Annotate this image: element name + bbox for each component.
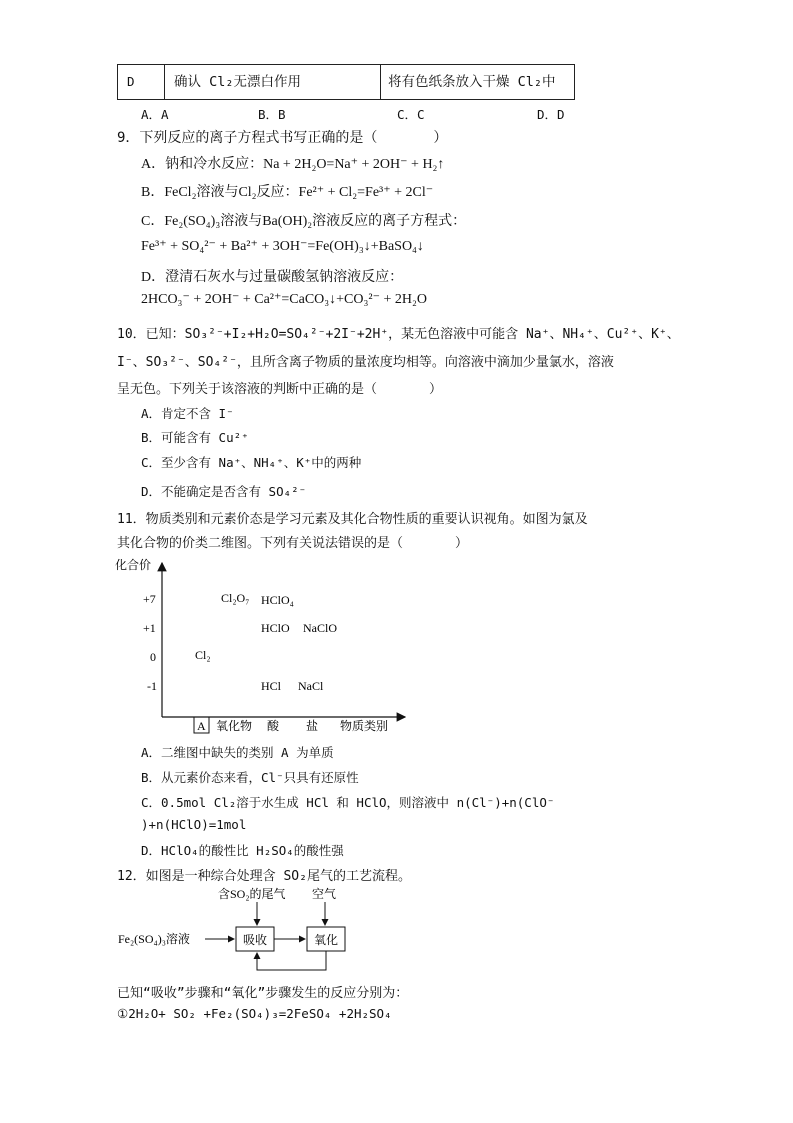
q9-option-d-line1: D．澄清石灰水与过量碳酸氢钠溶液反应：: [141, 270, 404, 285]
q9-option-d-line2: 2HCO₃⁻ + 2OH⁻ + Ca²⁺=CaCO₃↓+CO₃²⁻ + 2H₂O: [141, 292, 427, 307]
point-hclo4: HClO₄: [261, 593, 294, 607]
q10-line1: 10．已知：SO₃²⁻+I₂+H₂O=SO₄²⁻+2I⁻+2H⁺，某无色溶液中可能含 Na⁺、NH₄⁺、Cu²⁺、K⁺、: [117, 327, 680, 342]
valence-class-chart: [115, 555, 415, 735]
oxidize-label: 氧化: [314, 933, 339, 947]
point-hclo: HClO: [261, 621, 290, 635]
table-method: 将有色纸条放入干燥 Cl₂中: [388, 74, 556, 90]
q8-option-d: D．D: [537, 107, 565, 122]
flow-solution: Fe₂(SO₄)₃溶液: [118, 932, 190, 946]
process-flow-diagram: [115, 884, 375, 976]
q11-option-c-line2: )+n(HClO)=1mol: [141, 817, 247, 832]
q9-option-b: B．FeCl₂溶液与Cl₂反应：Fe²⁺ + Cl₂=Fe³⁺ + 2Cl⁻: [141, 185, 434, 200]
y-tick-minus1: -1: [147, 679, 157, 693]
q12-reaction1: ①2H₂O+ SO₂ +Fe₂(SO₄)₃=2FeSO₄ +2H₂SO₄: [117, 1006, 392, 1021]
q10-line2: I⁻、SO₃²⁻、SO₄²⁻，且所含离子物质的量浓度均相等。向溶液中滴加少量氯水，溶液: [117, 355, 614, 370]
q8-option-c: C．C: [397, 107, 425, 122]
q11-option-d: D．HClO₄的酸性比 H₂SO₄的酸性强: [141, 843, 344, 858]
table-description: 确认 Cl₂无漂白作用: [174, 74, 302, 90]
q11-line1: 11．物质类别和元素价态是学习元素及其化合物性质的重要认识视角。如图为氯及: [117, 512, 588, 527]
q8-table-row-d: [117, 64, 575, 100]
q11-option-c-line1: C．0.5mol Cl₂溶于水生成 HCl 和 HClO，则溶液中 n(Cl⁻)+n(ClO⁻: [141, 795, 555, 810]
q8-option-b: B．B: [258, 107, 286, 122]
y-axis-label: 化合价: [115, 558, 152, 572]
q10-option-a: A．肯定不含 I⁻: [141, 406, 234, 421]
y-tick-0: 0: [150, 650, 156, 664]
q9-option-a: A．钠和冷水反应：Na + 2H₂O=Na⁺ + 2OH⁻ + H₂↑: [141, 157, 445, 172]
q11-option-b: B．从元素价态来看，Cl⁻只具有还原性: [141, 770, 359, 785]
x-category-a: A: [197, 719, 206, 733]
q9-option-c-line1: C．Fe₂(SO₄)₃溶液与Ba(OH)₂溶液反应的离子方程式：: [141, 214, 467, 229]
q11-option-a: A．二维图中缺失的类别 A 为单质: [141, 745, 334, 760]
q10-option-c: C．至少含有 Na⁺、NH₄⁺、K⁺中的两种: [141, 455, 362, 470]
flow-input-gas: 含SO₂的尾气: [218, 887, 286, 901]
q9-option-c-line2: Fe³⁺ + SO₄²⁻ + Ba²⁺ + 3OH⁻=Fe(OH)₃↓+BaSO₄↓: [141, 239, 424, 254]
y-tick-plus7: +7: [143, 592, 156, 606]
q11-line2: 其化合物的价类二维图。下列有关说法错误的是（ ）: [117, 536, 469, 551]
point-naclo: NaClO: [303, 621, 337, 635]
table-row-label: D: [127, 74, 135, 89]
x-category-acid: 酸: [267, 719, 280, 733]
q10-option-b: B．可能含有 Cu²⁺: [141, 430, 249, 445]
point-hcl: HCl: [261, 679, 282, 693]
table-divider: [380, 65, 381, 99]
x-axis-label: 物质类别: [340, 719, 389, 733]
x-category-oxide: 氧化物: [216, 719, 253, 733]
point-cl2o7: Cl₂O₇: [221, 591, 250, 605]
q12-known: 已知“吸收”步骤和“氧化”步骤发生的反应分别为：: [117, 986, 409, 1001]
flow-air: 空气: [312, 887, 337, 901]
q12-stem: 12．如图是一种综合处理含 SO₂尾气的工艺流程。: [117, 869, 411, 884]
table-divider: [164, 65, 165, 99]
q10-option-d: D．不能确定是否含有 SO₄²⁻: [141, 484, 307, 499]
point-cl2: Cl₂: [195, 648, 211, 662]
q10-line3: 呈无色。下列关于该溶液的判断中正确的是（ ）: [117, 382, 443, 397]
q8-option-a: A．A: [141, 107, 169, 122]
recycle-arrow: [257, 951, 326, 970]
point-nacl: NaCl: [298, 679, 324, 693]
y-tick-plus1: +1: [143, 621, 156, 635]
q9-stem: 9．下列反应的离子方程式书写正确的是（ ）: [117, 130, 448, 146]
absorb-label: 吸收: [243, 933, 268, 947]
x-category-salt: 盐: [306, 719, 319, 733]
